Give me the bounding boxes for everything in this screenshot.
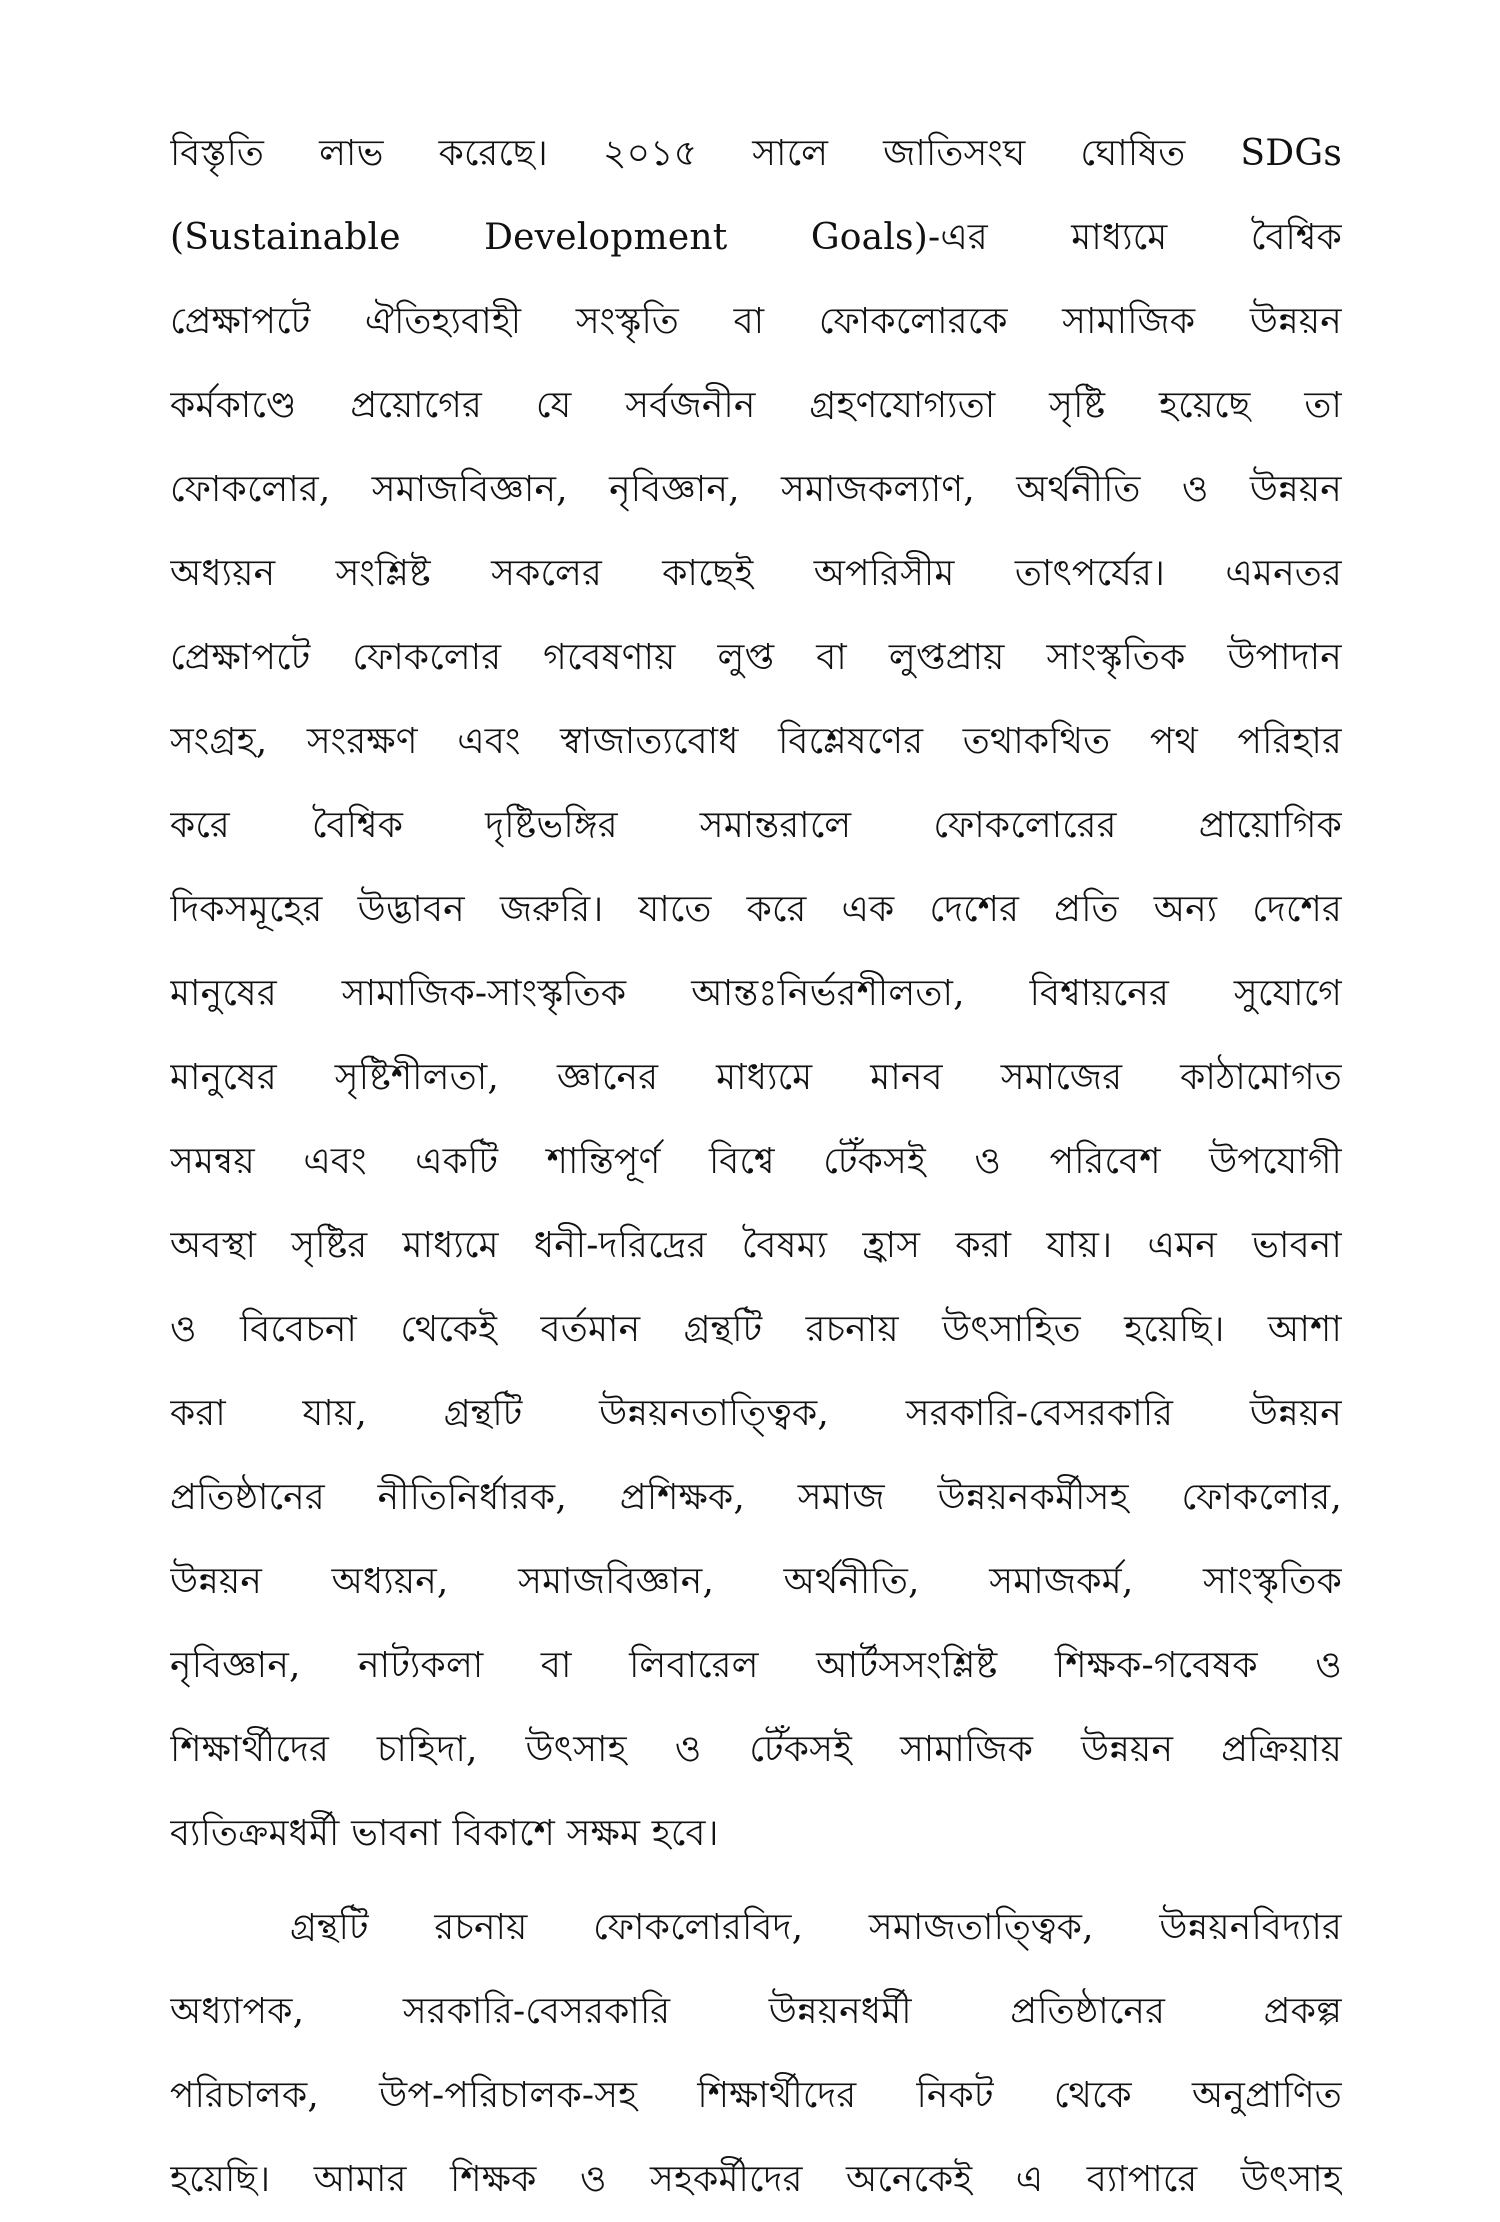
paragraph-1 [170,112,1342,1876]
text-line: মানুষের সৃষ্টিশীলতা, জ্ঞানের মাধ্যমে মানব সমাজের কাঠামোগত [170,1057,1342,1098]
text-line: অবস্থা সৃষ্টির মাধ্যমে ধনী-দরিদ্রের বৈষম্য হ্রাস করা যায়। এমন ভাবনা [170,1225,1342,1266]
text-line: শিক্ষার্থীদের চাহিদা, উৎসাহ ও টেঁকসই সামাজিক উন্নয়ন প্রক্রিয়ায় [170,1729,1342,1770]
text-line: মানুষের সামাজিক-সাংস্কৃতিক আন্তঃনির্ভরশীলতা, বিশ্বায়নের সুযোগে [170,973,1342,1014]
text-line: অধ্যাপক, সরকারি-বেসরকারি উন্নয়নধর্মী প্রতিষ্ঠানের প্রকল্প [170,1991,1342,2032]
text-line: (Sustainable Development Goals)-এর মাধ্যমে বৈশ্বিক [170,217,1342,258]
paragraph-2 [170,1886,1342,2222]
text-line: নৃবিজ্ঞান, নাট্যকলা বা লিবারেল আর্টসসংশ্লিষ্ট শিক্ষক-গবেষক ও [170,1645,1342,1686]
text-line: উন্নয়ন অধ্যয়ন, সমাজবিজ্ঞান, অর্থনীতি, সমাজকর্ম, সাংস্কৃতিক [170,1561,1342,1602]
text-line: দিকসমূহের উদ্ভাবন জরুরি। যাতে করে এক দেশের প্রতি অন্য দেশের [170,889,1342,930]
paragraph-gap [170,1876,1342,1886]
text-line: প্রেক্ষাপটে ফোকলোর গবেষণায় লুপ্ত বা লুপ্তপ্রায় সাংস্কৃতিক উপাদান [170,637,1342,678]
body-text [170,112,1342,2222]
text-line: করা যায়, গ্রন্থটি উন্নয়নতাত্ত্বিক, সরকারি-বেসরকারি উন্নয়ন [170,1393,1342,1434]
text-line: সংগ্রহ, সংরক্ষণ এবং স্বাজাত্যবোধ বিশ্লেষণের তথাকথিত পথ পরিহার [170,721,1342,762]
text-line: হয়েছি। আমার শিক্ষক ও সহকর্মীদের অনেকেই এ ব্যাপারে উৎসাহ [170,2159,1342,2200]
text-line: গ্রন্থটি রচনায় ফোকলোরবিদ, সমাজতাত্ত্বিক, উন্নয়নবিদ্যার [290,1907,1342,1948]
text-line: ও বিবেচনা থেকেই বর্তমান গ্রন্থটি রচনায় উৎসাহিত হয়েছি। আশা [170,1309,1342,1350]
text-line: প্রতিষ্ঠানের নীতিনির্ধারক, প্রশিক্ষক, সমাজ উন্নয়নকর্মীসহ ফোকলোর, [170,1477,1342,1518]
text-line: ফোকলোর, সমাজবিজ্ঞান, নৃবিজ্ঞান, সমাজকল্যাণ, অর্থনীতি ও উন্নয়ন [170,469,1342,510]
text-line: বিস্তৃতি লাভ করেছে। ২০১৫ সালে জাতিসংঘ ঘোষিত SDGs [170,133,1342,174]
text-line: করে বৈশ্বিক দৃষ্টিভঙ্গির সমান্তরালে ফোকলোরের প্রায়োগিক [170,805,1342,846]
text-line: ব্যতিক্রমধর্মী ভাবনা বিকাশে সক্ষম হবে। [170,1813,719,1854]
text-line: কর্মকাণ্ডে প্রয়োগের যে সর্বজনীন গ্রহণযোগ্যতা সৃষ্টি হয়েছে তা [170,385,1342,426]
text-line: অধ্যয়ন সংশ্লিষ্ট সকলের কাছেই অপরিসীম তাৎপর্যের। এমনতর [170,553,1342,594]
text-line: প্রেক্ষাপটে ঐতিহ্যবাহী সংস্কৃতি বা ফোকলোরকে সামাজিক উন্নয়ন [170,301,1342,342]
text-line: পরিচালক, উপ-পরিচালক-সহ শিক্ষার্থীদের নিকট থেকে অনুপ্রাণিত [170,2075,1342,2116]
text-line: সমন্বয় এবং একটি শান্তিপূর্ণ বিশ্বে টেঁকসই ও পরিবেশ উপযোগী [170,1141,1342,1182]
